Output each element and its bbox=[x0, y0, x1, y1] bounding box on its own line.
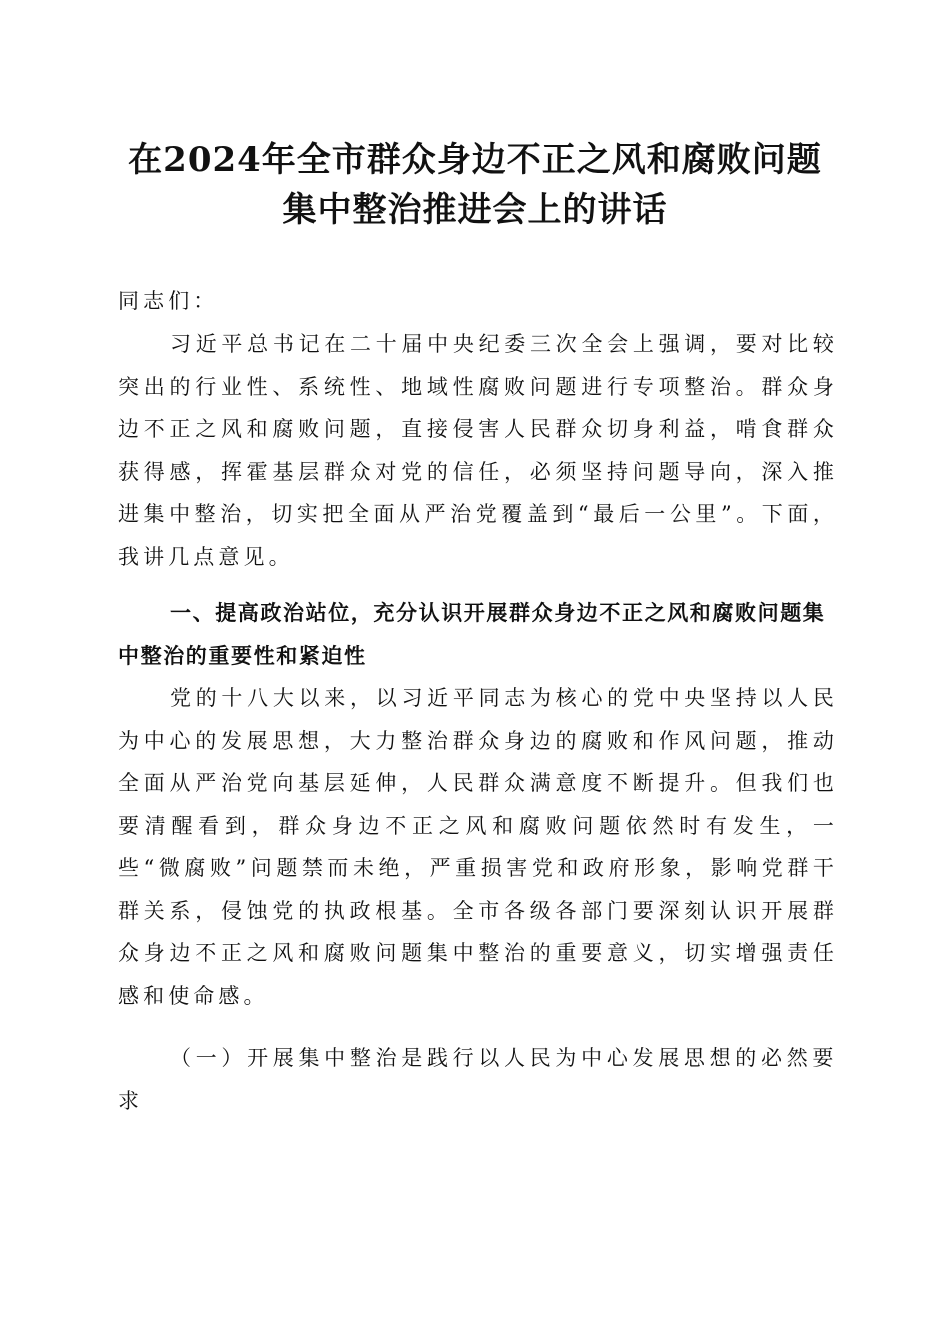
document-title-line1: 在2024年全市群众身边不正之风和腐败问题 bbox=[128, 140, 822, 180]
section-heading-1: 一、提高政治站位，充分认识开展群众身边不正之风和腐败问题集中整治的重要性和紧迫性 bbox=[118, 601, 826, 668]
salutation: 同志们： bbox=[118, 289, 219, 313]
document-title-line2: 集中整治推进会上的讲话 bbox=[282, 190, 668, 230]
subsection-heading-1: （一）开展集中整治是践行以人民为中心发展思想的必然要求 bbox=[118, 1046, 838, 1113]
paragraph-intro: 习近平总书记在二十届中央纪委三次全会上强调，要对比较突出的行业性、系统性、地域性腐败问题进行专项整治。群众身边不正之风和腐败问题，直接侵害人民群众切身利益，啃食群众获得感，挥霍基层群众对党的信任，必须坚持问题导向，深入推进集中整治，切实把全面从严治党覆盖到“最后一公里”。下面，我讲几点意见。 bbox=[118, 332, 838, 569]
paragraph-section-1: 党的十八大以来，以习近平同志为核心的党中央坚持以人民为中心的发展思想，大力整治群众身边的腐败和作风问题，推动全面从严治党向基层延伸，人民群众满意度不断提升。但我们也要清醒看到，群众身边不正之风和腐败问题依然时有发生，一些“微腐败”问题禁而未绝，严重损害党和政府形象，影响党群干群关系，侵蚀党的执政根基。全市各级各部门要深刻认识开展群众身边不正之风和腐败问题集中整治的重要意义，切实增强责任感和使命感。 bbox=[118, 686, 838, 1008]
